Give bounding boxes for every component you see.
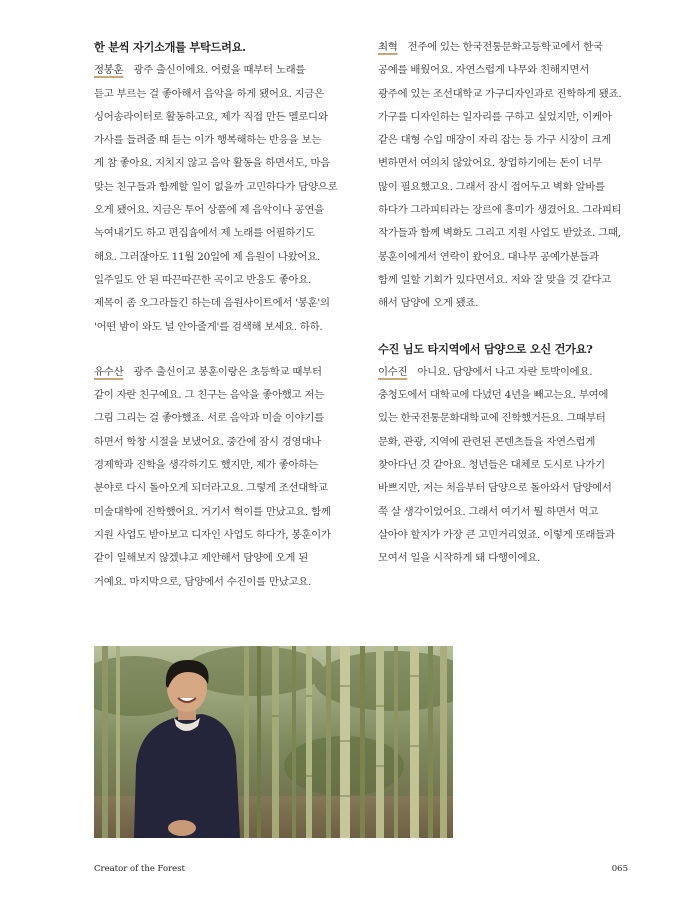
- answer-line: 봉훈이에게서 연락이 왔어요. 대나무 공예가분들과: [378, 250, 599, 263]
- answer-line: 같이 일해보지 않겠냐고 제안해서 담양에 오게 된: [94, 552, 309, 565]
- answer-line: 함께 일할 기회가 있다면서요. 저와 잘 맞을 것 같다고: [378, 273, 612, 286]
- answer-line: 분야로 다시 돌아오게 되더라고요. 그렇게 조선대학교: [94, 482, 328, 495]
- answer-line: 지원 사업도 받아보고 디자인 사업도 하다가, 봉훈이가: [94, 528, 331, 541]
- answer-line: 충청도에서 대학교에 다녔던 4년을 빼고는요. 부여에: [378, 389, 609, 402]
- portrait-photo: [94, 646, 453, 838]
- answer-line: 많이 필요했고요. 그래서 잠시 접어두고 벽화 알바를: [378, 180, 605, 193]
- answer-line: 맞는 친구들과 함께할 일이 없을까 고민하다가 담양으로: [94, 180, 338, 193]
- answer-line: 광주 출신이고 봉훈이랑은 초등학교 때부터: [133, 365, 322, 378]
- answer-line: 쭉 살 생각이었어요. 그래서 여기서 뭘 하면서 먹고: [378, 505, 599, 518]
- answer-line: 가구를 디자인하는 일자리를 구하고 싶었지만, 이케아: [378, 110, 612, 123]
- answer-line: 게 참 좋아요. 지치지 않고 음악 활동을 하면서도, 마음: [94, 157, 331, 170]
- answer-line: 그림 그리는 걸 좋아했죠. 서로 음악과 미술 이야기를: [94, 412, 324, 425]
- answer-line: 광주에 있는 조선대학교 가구디자인과로 진학하게 됐죠.: [378, 87, 622, 100]
- speaker-name: 유수산: [94, 365, 124, 378]
- answer-line: 변하면서 여의치 않았어요. 창업하기에는 돈이 너무: [378, 157, 602, 170]
- answer-line: 같이 자란 친구예요. 그 친구는 음악을 좋아했고 저는: [94, 389, 324, 402]
- answer-line: 같은 대형 수입 매장이 자리 잡는 등 가구 시장이 크게: [378, 134, 612, 147]
- question-2: 수진 님도 타지역에서 담양으로 오신 건가요?: [378, 341, 593, 356]
- speaker-name: 정봉훈: [94, 64, 124, 77]
- answer-line: 녹여내기도 하고 편집숍에서 제 노래를 어필하기도: [94, 227, 315, 240]
- answer-line: 미술대학에 진학했어요. 거기서 혁이를 만났고요. 함께: [94, 505, 331, 518]
- footer-magazine-title: Creator of the Forest: [94, 864, 185, 874]
- answer-line: 모여서 일을 시작하게 돼 다행이에요.: [378, 552, 541, 565]
- speaker-name: 최혁: [378, 41, 398, 53]
- answer-line: 문화, 관광, 지역에 관련된 콘텐츠들을 자연스럽게: [378, 435, 596, 448]
- answer-line: 하면서 학창 시절을 보냈어요. 중간에 잠시 경영대나: [94, 435, 321, 448]
- answer-yu-susan: [94, 361, 364, 594]
- page-number: 065: [611, 864, 628, 874]
- answer-line: 하다가 그라피티라는 장르에 흥미가 생겼어요. 그라피티: [378, 204, 622, 217]
- answer-line: 있는 한국전통문화대학교에 진학했거든요. 그때부터: [378, 412, 606, 425]
- answer-line: 작가들과 함께 벽화도 그리고 지원 사업도 받았죠. 그때,: [378, 227, 621, 240]
- answer-line: 해요. 그러잖아도 11월 20일에 제 음원이 나왔어요.: [94, 250, 321, 263]
- answer-line: 경제학과 진학을 생각하기도 했지만, 제가 좋아하는: [94, 459, 318, 472]
- answer-line: 오게 됐어요. 지금은 투어 상품에 제 음악이나 공연을: [94, 204, 324, 217]
- right-column: [378, 36, 648, 571]
- answer-choi-hyuk: [378, 36, 648, 316]
- answer-line: 듣고 부르는 걸 좋아해서 음악을 하게 됐어요. 지금은: [94, 87, 324, 100]
- answer-line: 제목이 좀 오그라들긴 하는데 음원사이트에서 '봉훈'의: [94, 297, 330, 310]
- answer-line: 가사를 들려줄 때 듣는 이가 행복해하는 반응을 보는: [94, 134, 321, 147]
- answer-line: 싱어송라이터로 활동하고요, 제가 직접 만든 멜로디와: [94, 110, 328, 123]
- left-column: [94, 36, 364, 594]
- answer-line: 전주에 있는 한국전통문화고등학교에서 한국: [407, 41, 603, 53]
- question-1: 한 분씩 자기소개를 부탁드려요.: [94, 40, 246, 54]
- answer-line: 살아야 할지가 가장 큰 고민거리였죠. 이렇게 또래들과: [378, 528, 615, 541]
- answer-line: 공예를 배웠어요. 자연스럽게 나무와 친해지면서: [378, 64, 590, 77]
- answer-line: 아니요. 담양에서 나고 자란 토박이에요.: [417, 365, 593, 378]
- answer-line: 광주 출신이에요. 어렸을 때부터 노래를: [133, 64, 306, 77]
- answer-line: 바쁘지만, 저는 처음부터 담양으로 돌아와서 담양에서: [378, 482, 612, 495]
- speaker-name: 이수진: [378, 365, 408, 378]
- answer-line: 일주일도 안 된 따끈따끈한 곡이고 반응도 좋아요.: [94, 273, 312, 286]
- answer-jeong-bonghun: [94, 59, 364, 339]
- answer-line: '어떤 밤이 와도 널 안아줄게'를 검색해 보세요. 하하.: [94, 320, 323, 333]
- answer-line: 거예요. 마지막으로, 담양에서 수진이를 만났고요.: [94, 575, 312, 588]
- answer-line: 해서 담양에 오게 됐죠.: [378, 297, 479, 310]
- answer-lee-sujin: [378, 361, 648, 571]
- answer-line: 찾아다닌 것 같아요. 청년들은 대체로 도시로 나가기: [378, 459, 605, 472]
